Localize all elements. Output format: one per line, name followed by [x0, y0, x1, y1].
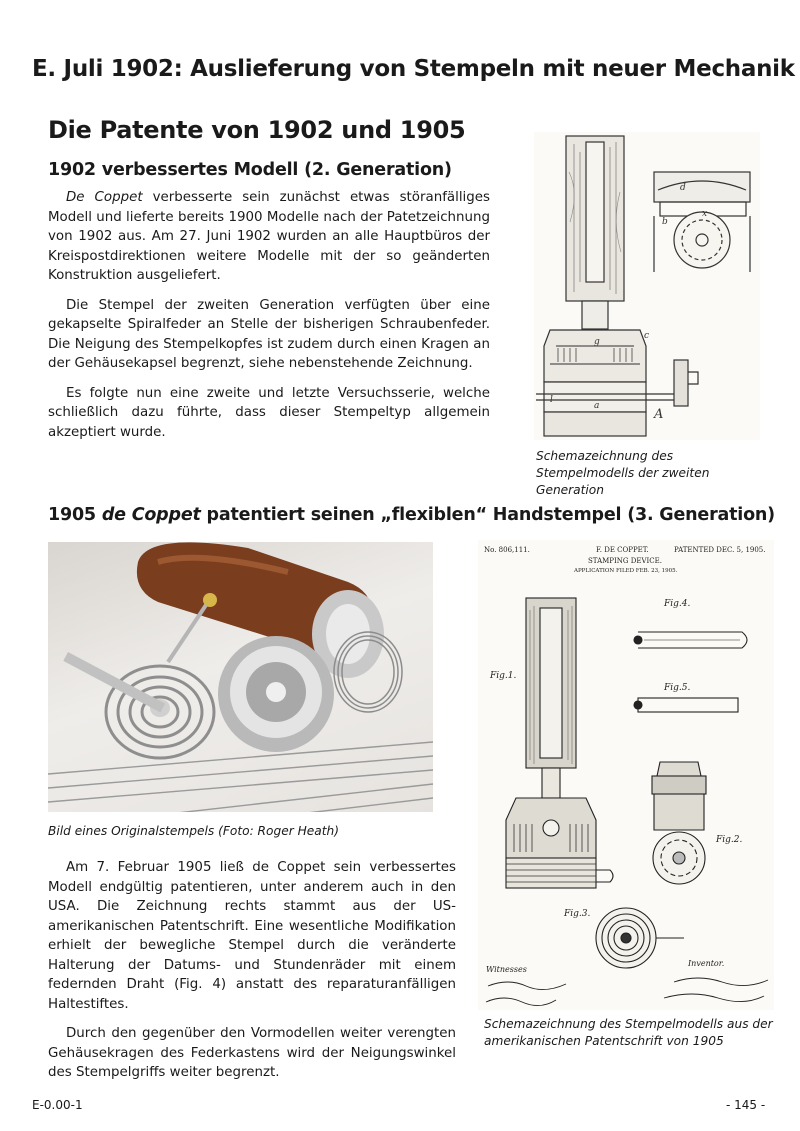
paragraph-1902-3: Es folgte nun eine zweite und letzte Versuchsserie, welche schließlich dazu führte, dass dieser Stempeltyp allgemein akzeptiert wurde. — [48, 385, 490, 440]
original-stamp-photo — [48, 542, 433, 812]
svg-text:d: d — [680, 183, 686, 193]
paragraph-1905-1: Am 7. Februar 1905 ließ de Coppet sein verbessertes Modell endgültig patentieren, unter anderem auch in den USA. Die Zeichnung rechts stammt aus der US-amerikanischen Patentschrift. Eine wesentliche Modifikation erhielt der bewegliche Stempel durch die veränderte Halterung der Datums- und Stundenräder mit einem federnden Draht (Fig. 4) anstatt des reparaturanfälligen Haltestiftes. — [48, 860, 456, 1012]
fig3-label: Fig.3. — [564, 909, 591, 919]
patent-caption: Schemazeichnung des Stempelmodells aus der amerikanischen Patentschrift von 1905 — [484, 1017, 773, 1048]
svg-text:g: g — [594, 337, 600, 347]
svg-text:a: a — [594, 401, 600, 411]
text-column-1905 — [48, 858, 456, 1083]
paragraph-1902-1 — [48, 188, 490, 286]
svg-text:b: b — [662, 217, 668, 227]
fig4-label: Fig.4. — [664, 599, 691, 609]
emphasis-de-coppet: De Coppet — [66, 190, 143, 205]
patent-device: STAMPING DEVICE. — [588, 557, 662, 565]
page-number: - 145 - — [726, 1098, 766, 1112]
svg-text:x: x — [702, 209, 708, 219]
paragraph-1905-2: Durch den gegenüber den Vormodellen weiter verengten Gehäusekragen des Federkastens wird der Neigungswinkel des Stempelgriffs weiter begrenzt. — [48, 1026, 456, 1080]
svg-text:A: A — [654, 407, 664, 422]
fig5-label: Fig.5. — [664, 683, 691, 693]
section-title: Die Patente von 1902 und 1905 — [48, 116, 466, 144]
fig1-label: Fig.1. — [490, 671, 517, 681]
chapter-title: E. Juli 1902: Auslieferung von Stempeln mit neuer Mechanik — [32, 56, 795, 82]
text-column-1902 — [48, 188, 490, 442]
svg-text:l: l — [550, 395, 553, 405]
figure-caption-1902: Schemazeichnung des Stempelmodells der zweiten Generation — [536, 449, 710, 497]
paragraph-1902-1-text: verbesserte sein zunächst etwas störanfälliges Modell und lieferte bereits 1900 Modelle nach der Patetzeichnung von 1902 aus. Am 27. Juni 1902 wurden an alle Hauptbüros der Kreispostdirektionen weitere Modelle mit der so geänderten Konstruktion ausgeliefert. — [48, 190, 490, 283]
fig2-label: Fig.2. — [716, 835, 743, 845]
paragraph-1902-2: Die Stempel der zweiten Generation verfügten über eine gekapselte Spiralfeder an Stelle der bisherigen Schraubenfeder. Die Neigung des Stempelkopfes ist zudem durch einen Kragen an der Gehäusekapsel begrenzt, siehe nebenstehende Zeichnung. — [48, 297, 490, 371]
patent-number: No. 806,111. — [484, 546, 530, 554]
heading-1905-prefix: 1905 — [48, 505, 102, 525]
footer-left: E-0.00-1 — [32, 1098, 83, 1112]
photo-caption: Bild eines Originalstempels (Foto: Roger Heath) — [48, 824, 339, 838]
patent-date: PATENTED DEC. 5, 1905. — [674, 546, 766, 554]
subsection-heading-1905 — [48, 505, 775, 525]
subsection-heading-1902: 1902 verbessertes Modell (2. Generation) — [48, 160, 452, 180]
patent-inventor: F. DE COPPET. — [596, 546, 649, 554]
svg-text:c: c — [644, 331, 650, 341]
patent-inventor-label: Inventor. — [688, 959, 725, 968]
heading-1905-suffix: patentiert seinen „flexiblen“ Handstempel (3. Generation) — [200, 505, 775, 525]
patent-filed: APPLICATION FILED FEB. 23, 1905. — [574, 568, 678, 574]
heading-1905-emphasis: de Coppet — [101, 505, 201, 525]
us-patent-drawing — [478, 540, 774, 1010]
patent-witnesses-label: Witnesses — [486, 965, 527, 974]
schematic-drawing-1902 — [534, 132, 760, 440]
